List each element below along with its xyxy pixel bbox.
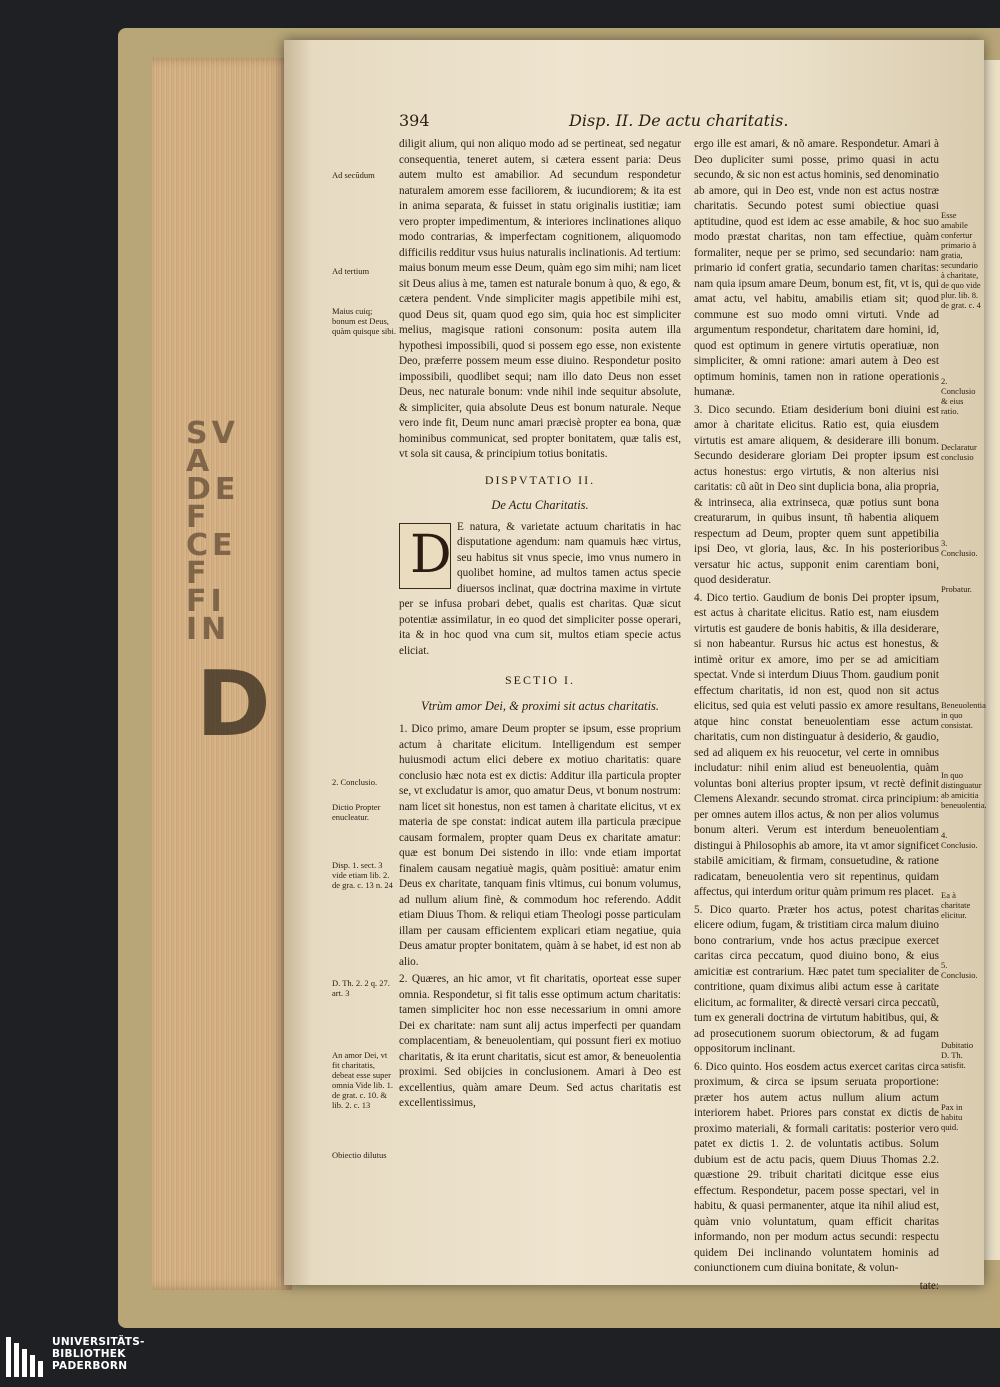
margin-note: Ad secũdum [332, 170, 375, 180]
paragraph: 4. Dico tertio. Gaudium de bonis Dei propter ipsum, est actus à charitate elicitus. Ratio est, nam eiusdem virtutis est gaudere de bonis habitis, & illa desiderare, si non habeantur. Rursus hic actus est honestus, & intimè oritur ex amore, imo per se ad amicitiam spectat. Vnde si interdum Diuus Thom. gaudium ponit effectum charitatis, id non est, quod non sit actus elicitus, sed quia est veluti passio ex amore resultans, atque hinc constat beneuolentiam esse actum charitatis, cum non distinguatur à desiderio, & gaudio, sed ad aliquem ex his reuocetur, vel certe in omnibus includatur: nihil enim aliud est beneuolentia, quàm voluntas boni alterius propter ipsum, vt rectè definit Clemens Alexandr. secundo stromat. circa principium: per omnes autem illos actus, & non per alios volumus bonum alteri. Verum est interdum beneuolentiam distingui à Philosophis ab amore, ita vt amor significet stabilē amicitiam, & firmam, consuetudine, & ratione radicatam, beneuolentia vero sit repentinus, quidam affectus, qui interdum oritur quàm primum res placet. [694, 591, 939, 898]
margin-note: 2. Conclusio & eius ratio. [941, 376, 976, 416]
paragraph: 3. Dico secundo. Etiam desiderium boni diuini est amor à charitate elicitus. Ratio est, quia eiusdem virtutis est amare aliquem, & desiderare illi bonum. Secundo desiderare gloriam Dei propter ipsum est actus honestus: ergo virtutis, & non alterius nisi caritatis: cũ aũt in Deo sint duplicia bona, alia propria, & intrinseca, alia extrinseca, quæ potius sunt bona creaturarum, in quibus insunt, tñ habentia aliquem respectum ad Deum, propter quem sunt appetibilia ipsi Deo, vt gloria, laus, &c. In his posterioribus versatur hic actus, supponit enim carentiam boni, quod desideratur. [694, 403, 939, 586]
disputatio-title: DISPVTATIO II. [484, 472, 596, 487]
logo-line: BIBLIOTHEK [52, 1348, 126, 1360]
paragraph-text: E natura, & varietate actuum charitatis in hac disputatione agendum: nam quamuis hæc virtus, seu habitus sit vnus specie, imo vnus numero in quolibet homine, ad multos tamen actus specie diuersos inclinat, quæ doctrina maxime in virtute per se infusa probari debet, qualis est charitas. Quæ sicut potentiæ assimilatur, in eo quod det simpliciter posse operari, ita & in hoc quod vna cum sit, multos etiam specie actus eliciat. [399, 520, 681, 657]
margin-note: Dubitatio D. Th. satisfit. [941, 1040, 974, 1070]
logo-line: PADERBORN [52, 1360, 128, 1372]
paragraph: ergo ille est amari, & nõ amare. Respondetur. Amari à Deo dupliciter sumi posse, primo quasi in actu secundo, & sic non est actus hominis, sed denominatio ab amore, qui in Deo est, vnde non est actus nostræ charitatis. Secundo potest sumi obiectiue quasi aptitudine, quod est idem ac esse amabile, & hoc suo modo præstat charitas, non tam effectiue, quàm formaliter, neque per se primo, sed secundario: nam primario id confert gratia, secundario tamen charitas: nam quia ipsum amare Deum, bonum est, fit, vt is, qui amat actu, vel habitu, amabilis etiam sit; quod commune est suo modo omni virtuti. Vnde ad argumentum respondetur, charitatem dare homini, id, quod est optimum in genere virtutis operatiuæ, non simpliciter, & omni ratione: amari autem à Deo est optimum hominis, tamen non in ratione operationis humanæ. [694, 138, 939, 398]
margin-note: Declaratur conclusio [941, 442, 977, 462]
margin-note: Disp. 1. sect. 3 vide etiam lib. 2. de gra. c. 13 n. 24 [332, 860, 393, 890]
margin-note: 5. Conclusio. [941, 960, 978, 980]
margin-note: Ad tertium [332, 266, 370, 276]
margin-note: Ea à charitate elicitur. [941, 890, 971, 920]
decorated-initial [399, 523, 451, 589]
book-page [284, 40, 987, 1292]
paragraph: diligit alium, qui non aliquo modo ad se pertineat, sed negatur consequentia, teneret autem, si cætera essent paria: Deus autem multo est amabilior. Ad secundum respondetur naturalem amorem esse faciliorem, & iucundiorem; & ita est in anima separata, & fuisset in statu originalis iustitiæ; iam vero propter impedimentum, & interiores inclinationes aliquo modo contrarias, & imperfectam cognitionem, aliquomodo difficilis redditur vsus huius naturalis inclinationis. Ad tertium: maius bonum meum esse Deum, quàm ego sim mihi; nam licet sit Deus alius à me, tamen est naturale bonum à quo, & ego, & cætera pendent. Vnde simpliciter magis appetibile mihi est, quod Deus sit, quam quod ego sim, quia hoc est simpliciter melius, magisque rationi consonum: posita autem illa hypothesi impossibili, quod si possem ego esse, non existente Deo, præferre possem meum esse diuino. Respondetur posito impossibili, quodlibet sequi; nam illo dato Deus non esset Deus, nec naturale bonum: vnde nihil inde sequitur absolute, & simpliciter, quia absolute Deus est bonum naturale. Neque vero inde fit, Deum nunc amari præcisè propter ea bona, quæ hominibus communicat, sed propter bonitatem, quæ talis est, vt sola sit causa, & principium totius bonitatis. [399, 138, 681, 460]
paragraph: 1. Dico primo, amare Deum propter se ipsum, esse proprium actum à charitate elicitum. Intelligendum est semper huiusmodi actum elici debere ex motiuo charitatis: quare conclusio hæc nota est ex dictis: Additur illa particula propter se, vt excludatur is amor, quo amatur Deus, vt bonum nostrum: nam licet sit honestus, non est tamen à charitate elicitus, vt ex materia de spe constat: indicat autem illa particula præcipue causam formalem, propter quam Deus ex charitate amatur: quæ est bonum Dei sistendo in illo: vnde etiam importat finalem causam negatiuè magis, quàm positiuè: amatur enim Deus ex charitate, tanquam finis vltimus, cui bonum volumus, ad nullum alium finè, & commodum hoc referendo. Addit etiam Diuus Thom. & reliqui etiam Theologi posse particulam illam per causam efficientem explicari etiam negatiue, quia Deus amatur propter bonitatem, quàm à se habet, id est non ab alio. [399, 723, 681, 968]
paragraph: 2. Quæres, an hic amor, vt fit charitatis, oporteat esse super omnia. Respondetur, si fit talis esse optimum actum charitatis: tamen simpliciter hoc non esse necessarium in omni amore Dei ex charitate: nam sunt alij actus imperfecti per quandam complacentiam, & beneuolentiam, qui possunt fieri ex motiuo charitatis, & ita erunt charitatis, sicut est amor, & beneuolentia proximi. Sed obijcies in conclusionem. Amari à Deo est excellentius, quàm amare Deum. Sed actus charitatis est excellentissimus, [399, 973, 681, 1109]
margin-note: Maius cuiq; bonum est Deus, quàm quisque sibi. [332, 306, 396, 336]
margin-note: An amor Dei, vt fit charitatis, debeat esse super omnia Vide lib. 1. de grat. c. 10. & lib. 2. c. 13 [332, 1050, 393, 1110]
margin-note: 3. Conclusio. [941, 538, 978, 558]
library-logo-icon [6, 1337, 46, 1377]
margin-note: 2. Conclusio. [332, 777, 378, 787]
margin-note: Beneuolentia in quo consistat. [941, 700, 986, 730]
margin-note: Pax in habitu quid. [941, 1102, 963, 1132]
library-logo-text [52, 1336, 145, 1372]
page-number: 394 [399, 111, 430, 130]
margin-note: In quo distinguatur ab amicitia beneuolentia. [941, 770, 987, 810]
margin-note: 4. Conclusio. [941, 830, 978, 850]
sectio-question: Vtrùm amor Dei, & proximi sit actus charitatis. [420, 698, 660, 713]
initial-letter: D [410, 524, 452, 585]
library-logo [6, 1333, 186, 1383]
margin-note: D. Th. 2. 2 q. 27. art. 3 [332, 978, 390, 998]
running-title: Disp. II. De actu charitatis. [569, 111, 789, 130]
right-column [694, 137, 939, 1296]
logo-line: UNIVERSITÄTS- [52, 1336, 145, 1348]
margin-note: Esse amabile confertur primario à gratia, secundario à charitate, de quo vide plur. lib. 8. de grat. c. 4 [941, 210, 981, 310]
paragraph: 5. Dico quarto. Præter hos actus, potest charitas elicere odium, fugam, & tristitiam circa malum diuino bono contrarium, vnde hos actus præcipue exercet caritas circa peccatum, quod diuino bono, & eius amicitiæ est contrarium. Hæc patet tum specialiter de contritione, quam diximus alibi actum esse à caritate elicitum, ac formaliter, & directè versari circa peccatũ, tum ex generali doctrina de virtutum habitibus, qui, & ad prosecutionem suorum obiectorum, & ad fugam oppositorum inclinant. [694, 903, 939, 1055]
paragraph [399, 520, 681, 660]
edge-stamp-text: SVA DE F CEF FI IN [186, 416, 240, 647]
disputatio-subtitle: De Actu Charitatis. [491, 498, 589, 512]
paragraph: 6. Dico quinto. Hos eosdem actus exercet caritas circa proximum, & circa se ipsum seruata proportione: præter hos autem actus nullum alium actum interiorem habet. Priores pars constat ex dictis de proximo materiali, & formali caritatis: posterior vero patet ex dictis 1. 2. de voluntatis actibus. Solum dubium est de actu pacis, quem Diuus Thomas 2.2. quæstione 29. tribuit charitati dicitque esse eius effectum. Respondetur, pacem posse spectari, vel in habitu, & quasi permanenter, atque ita nihil aliud est, quàm vnio voluntatum, quam efficit charitas informando, non per modum actus secundi: respectu quidem Dei inclinando voluntatem hominis ad coniunctionem cum diuina bonitate, & volun- [694, 1060, 939, 1274]
catchword: tate: [919, 1279, 939, 1292]
sectio-title: SECTIO I. [505, 673, 575, 687]
margin-note: Probatur. [941, 584, 972, 594]
edge-stamp-letter: D [196, 652, 271, 757]
left-column [399, 137, 681, 1114]
running-head [399, 111, 959, 135]
margin-note: Dictio Propter enucleatur. [332, 802, 381, 822]
margin-note: Obiectio dilutus [332, 1150, 387, 1160]
